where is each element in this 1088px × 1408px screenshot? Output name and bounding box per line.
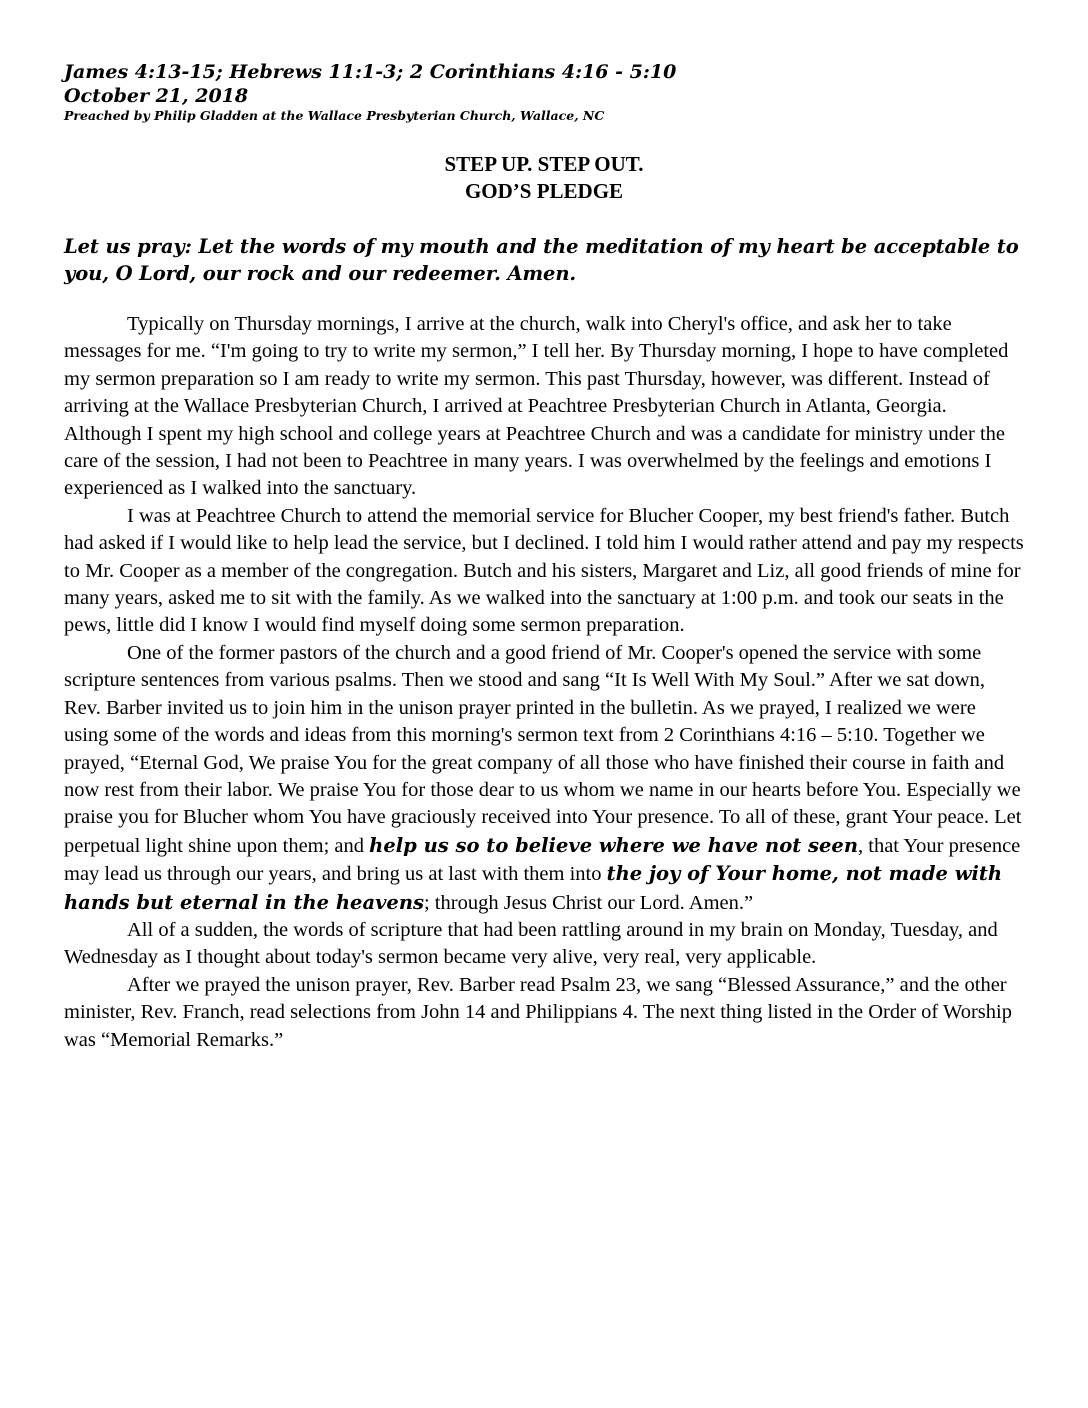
sermon-title (64, 151, 1024, 205)
sermon-body (64, 311, 1024, 1054)
preacher-line: Preached by Philip Gladden at the Wallace Presbyterian Church, Wallace, NC (64, 108, 605, 123)
title-line-2: GOD’S PLEDGE (464, 179, 624, 203)
sermon-date: October 21, 2018 (64, 85, 249, 107)
paragraph-1: Typically on Thursday mornings, I arrive at the church, walk into Cheryl's office, and ask her to take messages for me. “I'm going to try to write my sermon,” I tell her. By Thursday morning, I hope to have completed my sermon preparation so I am ready to write my sermon. This past Thursday, however, was different. Instead of arriving at the Wallace Presbyterian Church, I arrived at Peachtree Presbyterian Church in Atlanta, Georgia. Although I spent my high school and college years at Peachtree Church and was a candidate for ministry under the care of the session, I had not been to Peachtree in many years. I was overwhelmed by the feelings and emotions I experienced as I walked into the sanctuary. (64, 313, 1009, 500)
opening-prayer: Let us pray: Let the words of my mouth and the meditation of my heart be acceptable to you, O Lord, our rock and our redeemer. Amen. (64, 235, 1019, 285)
paragraph-3-text-c: ; through Jesus Christ our Lord. Amen.” (423, 891, 754, 914)
paragraph-3-text-b: , that Your presence may lead us through our years, and bring us at last with them into (64, 834, 1021, 886)
paragraph-4: All of a sudden, the words of scripture that had been rattling around in my brain on Monday, Tuesday, and Wednesday as I thought about today's sermon became very alive, very real, very applicable. (64, 918, 998, 969)
sermon-page (64, 60, 1024, 1054)
emphasis-joy-of-home: the joy of Your home, not made with hands but eternal in the heavens (64, 862, 1003, 914)
scripture-references: James 4:13-15; Hebrews 11:1-3; 2 Corinthians 4:16 - 5:10 (64, 61, 677, 83)
title-line-1: STEP UP. STEP OUT. (444, 152, 644, 176)
paragraph-5: After we prayed the unison prayer, Rev. Barber read Psalm 23, we sang “Blessed Assurance,” and the other minister, Rev. Franch, read selections from John 14 and Philippians 4. The next thing listed in the Order of Worship was “Memorial Remarks.” (64, 973, 1012, 1051)
paragraph-3 (64, 640, 1024, 917)
paragraph-3-text-a: One of the former pastors of the church and a good friend of Mr. Cooper's opened the service with some scripture sentences from various psalms. Then we stood and sang “It Is Well With My Soul.” After we sat down, Rev. Barber invited us to join him in the unison prayer printed in the bulletin. As we prayed, I realized we were using some of the words and ideas from this morning's sermon text from 2 Corinthians 4:16 – 5:10. Together we prayed, “Eternal God, We praise You for the great company of all those who have finished their course in faith and now rest from their labor. We praise You for those dear to us whom we name in our hearts before You. Especially we praise you for Blucher whom You have graciously received into Your presence. To all of these, grant Your peace. Let perpetual light shine upon them; and (64, 641, 1022, 857)
emphasis-believe-unseen: help us so to believe where we have not seen (369, 833, 859, 857)
paragraph-2: I was at Peachtree Church to attend the memorial service for Blucher Cooper, my best friend's father. Butch had asked if I would like to help lead the service, but I declined. I told him I would rather attend and pay my respects to Mr. Cooper as a member of the congregation. Butch and his sisters, Margaret and Liz, all good friends of mine for many years, asked me to sit with the family. As we walked into the sanctuary at 1:00 p.m. and took our seats in the pews, little did I know I would find myself doing some sermon preparation. (64, 504, 1024, 637)
